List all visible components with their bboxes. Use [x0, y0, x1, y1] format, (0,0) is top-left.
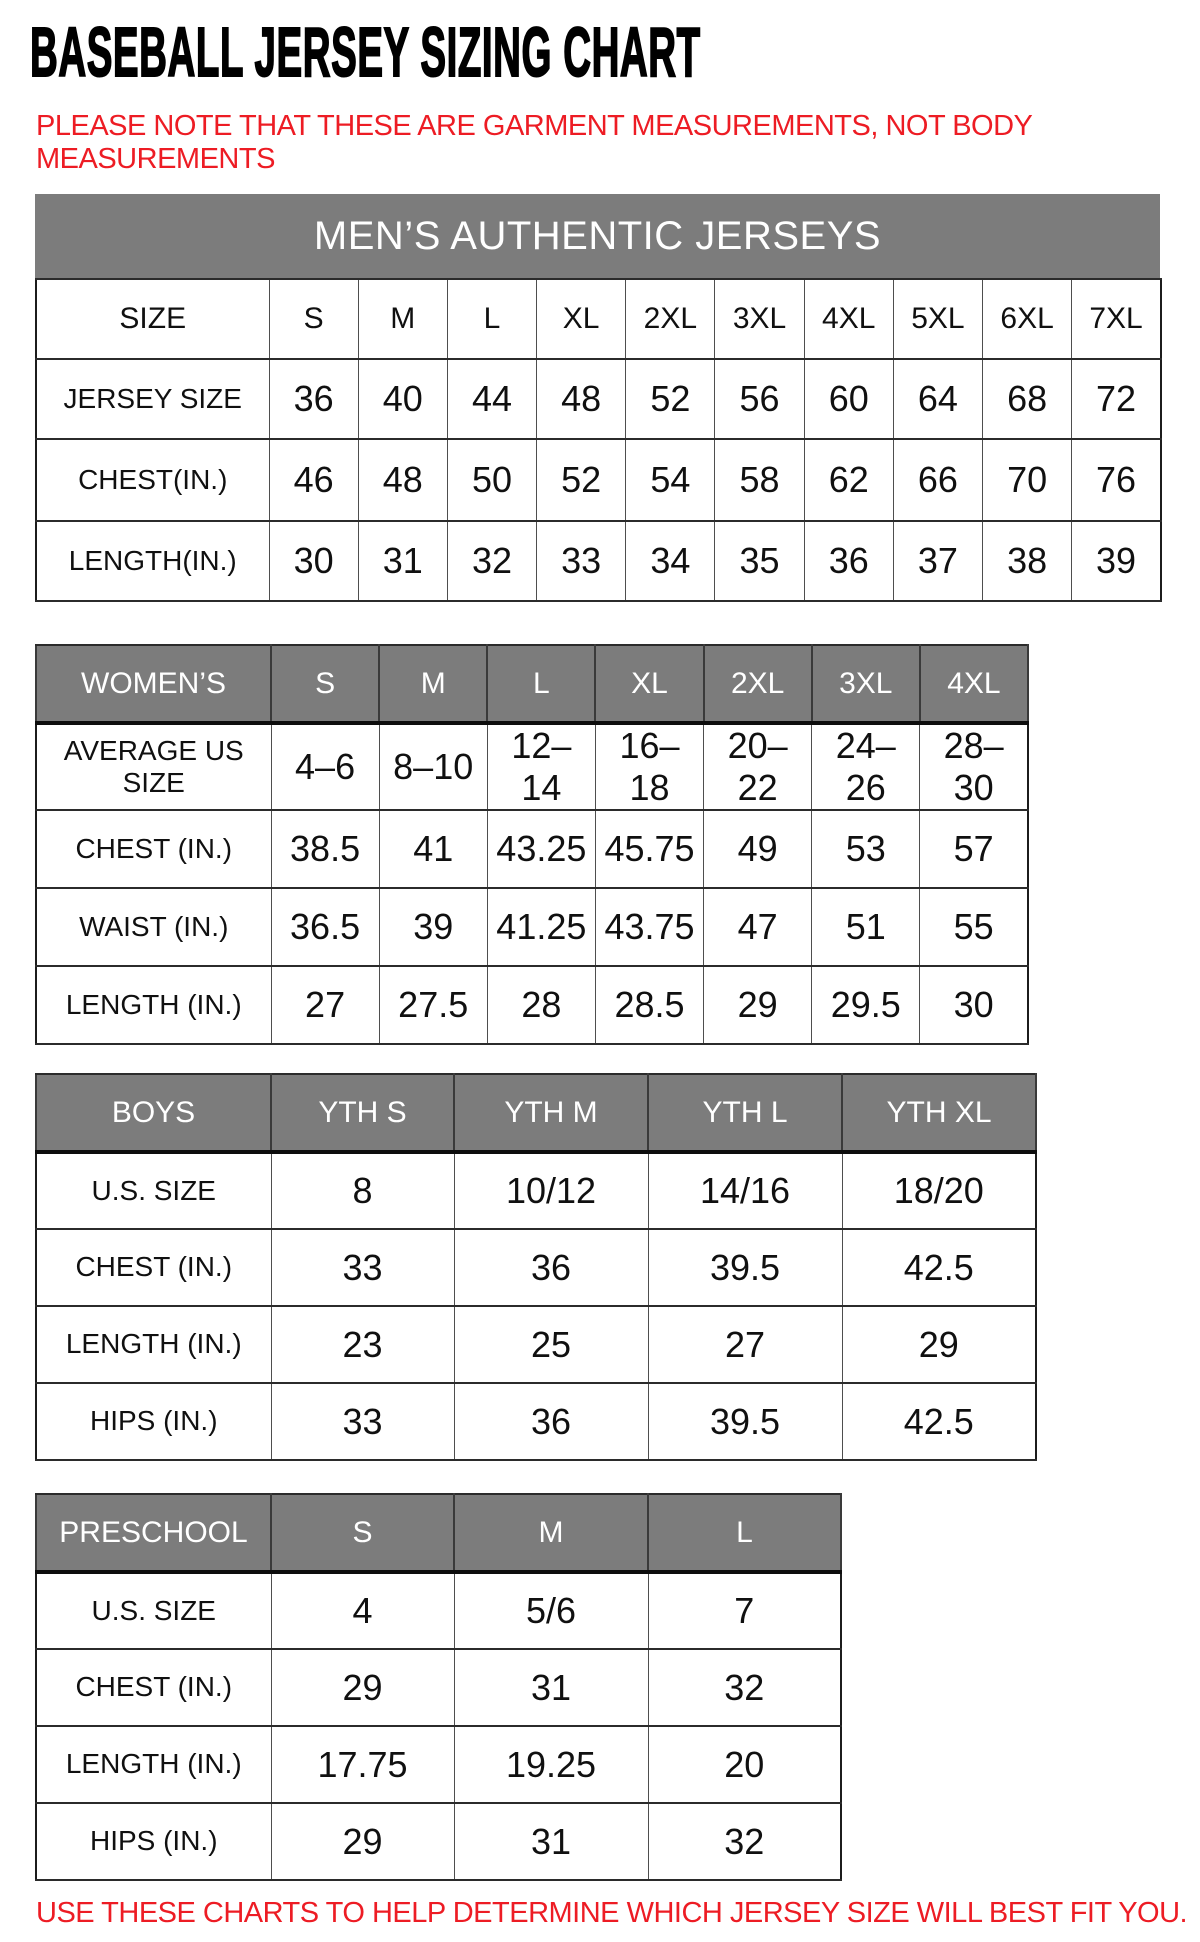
table-cell: 31 — [454, 1649, 648, 1726]
column-header: L — [487, 645, 595, 723]
table-cell: 28.5 — [595, 966, 703, 1044]
table-cell: 47 — [704, 888, 812, 966]
table-cell: 27 — [271, 966, 379, 1044]
page-title: BASEBALL JERSEY SIZING CHART — [30, 13, 701, 91]
row-label: JERSEY SIZE — [36, 359, 269, 439]
table-cell: 70 — [983, 439, 1072, 521]
table-cell: 19.25 — [454, 1726, 648, 1803]
column-header: M — [379, 645, 487, 723]
table-cell: 29 — [271, 1649, 454, 1726]
table-cell: 36.5 — [271, 888, 379, 966]
table-cell: 76 — [1072, 439, 1161, 521]
table-cell: 29 — [842, 1306, 1036, 1383]
preschool-sizing-table — [35, 1493, 842, 1881]
table-cell: 34 — [626, 521, 715, 601]
table-cell: 36 — [454, 1383, 648, 1460]
table-cell: 29 — [271, 1803, 454, 1880]
table-cell: 27 — [648, 1306, 842, 1383]
table-cell: 38.5 — [271, 810, 379, 888]
table-cell: 60 — [804, 359, 893, 439]
column-header: 4XL — [804, 279, 893, 359]
column-header: 2XL — [626, 279, 715, 359]
table-cell: 8 — [271, 1152, 454, 1229]
table-cell: 30 — [920, 966, 1028, 1044]
table-cell: 14/16 — [648, 1152, 842, 1229]
column-header: XL — [595, 645, 703, 723]
table-cell: 29 — [704, 966, 812, 1044]
table-cell: 18/20 — [842, 1152, 1036, 1229]
table-cell: 33 — [537, 521, 626, 601]
row-label: HIPS (IN.) — [36, 1803, 271, 1880]
table-cell: 38 — [983, 521, 1072, 601]
table-cell: 33 — [271, 1229, 454, 1306]
table-row — [36, 966, 1028, 1044]
table-cell: 27.5 — [379, 966, 487, 1044]
table-cell: 12–14 — [487, 723, 595, 810]
column-header: 3XL — [812, 645, 920, 723]
table-cell: 25 — [454, 1306, 648, 1383]
table-cell: 23 — [271, 1306, 454, 1383]
table-cell: 33 — [271, 1383, 454, 1460]
table-cell: 72 — [1072, 359, 1161, 439]
table-cell: 37 — [893, 521, 982, 601]
garment-measurements-note: PLEASE NOTE THAT THESE ARE GARMENT MEASUREMENTS, NOT BODY MEASUREMENTS — [36, 110, 1032, 175]
table-header-row — [36, 645, 1028, 723]
table-cell: 40 — [358, 359, 447, 439]
table-cell: 54 — [626, 439, 715, 521]
table-title-cell: WOMEN’S — [36, 645, 271, 723]
row-label: SIZE — [36, 279, 269, 359]
table-row — [36, 1152, 1036, 1229]
table-cell: 62 — [804, 439, 893, 521]
row-label: WAIST (IN.) — [36, 888, 271, 966]
table-cell: 7 — [648, 1572, 841, 1649]
table-cell: 29.5 — [812, 966, 920, 1044]
column-header: YTH M — [454, 1074, 648, 1152]
table-cell: 39.5 — [648, 1229, 842, 1306]
table-cell: 51 — [812, 888, 920, 966]
table-row — [36, 810, 1028, 888]
table-cell: 49 — [704, 810, 812, 888]
table-cell: 52 — [537, 439, 626, 521]
row-label: HIPS (IN.) — [36, 1383, 271, 1460]
table-cell: 43.75 — [595, 888, 703, 966]
table-row — [36, 1649, 841, 1726]
table-row — [36, 1803, 841, 1880]
mens-banner: MEN’S AUTHENTIC JERSEYS — [35, 194, 1160, 278]
table-cell: 48 — [537, 359, 626, 439]
column-header: 4XL — [920, 645, 1028, 723]
table-cell: 4 — [271, 1572, 454, 1649]
table-cell: 31 — [454, 1803, 648, 1880]
table-cell: 44 — [447, 359, 536, 439]
table-row — [36, 359, 1161, 439]
table-cell: 42.5 — [842, 1383, 1036, 1460]
table-cell: 36 — [804, 521, 893, 601]
table-cell: 36 — [269, 359, 358, 439]
table-cell: 10/12 — [454, 1152, 648, 1229]
column-header: YTH XL — [842, 1074, 1036, 1152]
table-cell: 35 — [715, 521, 804, 601]
table-row — [36, 439, 1161, 521]
column-header: S — [271, 645, 379, 723]
table-cell: 41 — [379, 810, 487, 888]
table-cell: 36 — [454, 1229, 648, 1306]
table-cell: 28–30 — [920, 723, 1028, 810]
fit-advice-footer: USE THESE CHARTS TO HELP DETERMINE WHICH JERSEY SIZE WILL BEST FIT YOU. — [36, 1897, 1188, 1929]
table-row — [36, 279, 1161, 359]
column-header: M — [454, 1494, 648, 1572]
column-header: M — [358, 279, 447, 359]
table-header-row — [36, 1074, 1036, 1152]
table-cell: 46 — [269, 439, 358, 521]
table-cell: 50 — [447, 439, 536, 521]
table-cell: 4–6 — [271, 723, 379, 810]
column-header: L — [447, 279, 536, 359]
table-cell: 32 — [447, 521, 536, 601]
row-label: CHEST(IN.) — [36, 439, 269, 521]
table-cell: 42.5 — [842, 1229, 1036, 1306]
table-header-row — [36, 1494, 841, 1572]
table-cell: 32 — [648, 1803, 841, 1880]
table-cell: 66 — [893, 439, 982, 521]
row-label: LENGTH (IN.) — [36, 1306, 271, 1383]
table-cell: 30 — [269, 521, 358, 601]
table-row — [36, 1572, 841, 1649]
mens-sizing-table — [35, 278, 1162, 602]
table-cell: 28 — [487, 966, 595, 1044]
table-cell: 39 — [379, 888, 487, 966]
table-cell: 55 — [920, 888, 1028, 966]
row-label: CHEST (IN.) — [36, 810, 271, 888]
table-cell: 64 — [893, 359, 982, 439]
row-label: CHEST (IN.) — [36, 1649, 271, 1726]
table-row — [36, 521, 1161, 601]
table-cell: 57 — [920, 810, 1028, 888]
table-cell: 48 — [358, 439, 447, 521]
row-label: LENGTH (IN.) — [36, 1726, 271, 1803]
table-cell: 31 — [358, 521, 447, 601]
row-label: LENGTH(IN.) — [36, 521, 269, 601]
row-label: LENGTH (IN.) — [36, 966, 271, 1044]
table-cell: 5/6 — [454, 1572, 648, 1649]
table-cell: 16–18 — [595, 723, 703, 810]
table-row — [36, 1306, 1036, 1383]
table-cell: 52 — [626, 359, 715, 439]
boys-sizing-table — [35, 1073, 1037, 1461]
table-cell: 43.25 — [487, 810, 595, 888]
table-cell: 32 — [648, 1649, 841, 1726]
column-header: S — [269, 279, 358, 359]
table-row — [36, 723, 1028, 810]
table-row — [36, 888, 1028, 966]
womens-sizing-table — [35, 644, 1029, 1045]
table-cell: 56 — [715, 359, 804, 439]
column-header: 5XL — [893, 279, 982, 359]
table-cell: 68 — [983, 359, 1072, 439]
table-row — [36, 1383, 1036, 1460]
table-row — [36, 1726, 841, 1803]
column-header: 6XL — [983, 279, 1072, 359]
row-label: CHEST (IN.) — [36, 1229, 271, 1306]
table-cell: 45.75 — [595, 810, 703, 888]
table-cell: 39.5 — [648, 1383, 842, 1460]
table-cell: 24–26 — [812, 723, 920, 810]
table-cell: 39 — [1072, 521, 1161, 601]
table-cell: 58 — [715, 439, 804, 521]
column-header: 2XL — [704, 645, 812, 723]
table-cell: 20 — [648, 1726, 841, 1803]
table-cell: 20–22 — [704, 723, 812, 810]
table-row — [36, 1229, 1036, 1306]
column-header: 7XL — [1072, 279, 1161, 359]
column-header: L — [648, 1494, 841, 1572]
row-label: U.S. SIZE — [36, 1572, 271, 1649]
table-title-cell: PRESCHOOL — [36, 1494, 271, 1572]
column-header: YTH L — [648, 1074, 842, 1152]
column-header: 3XL — [715, 279, 804, 359]
column-header: YTH S — [271, 1074, 454, 1152]
column-header: S — [271, 1494, 454, 1572]
row-label: AVERAGE US SIZE — [36, 723, 271, 810]
table-cell: 17.75 — [271, 1726, 454, 1803]
column-header: XL — [537, 279, 626, 359]
table-cell: 8–10 — [379, 723, 487, 810]
table-cell: 53 — [812, 810, 920, 888]
row-label: U.S. SIZE — [36, 1152, 271, 1229]
table-cell: 41.25 — [487, 888, 595, 966]
table-title-cell: BOYS — [36, 1074, 271, 1152]
